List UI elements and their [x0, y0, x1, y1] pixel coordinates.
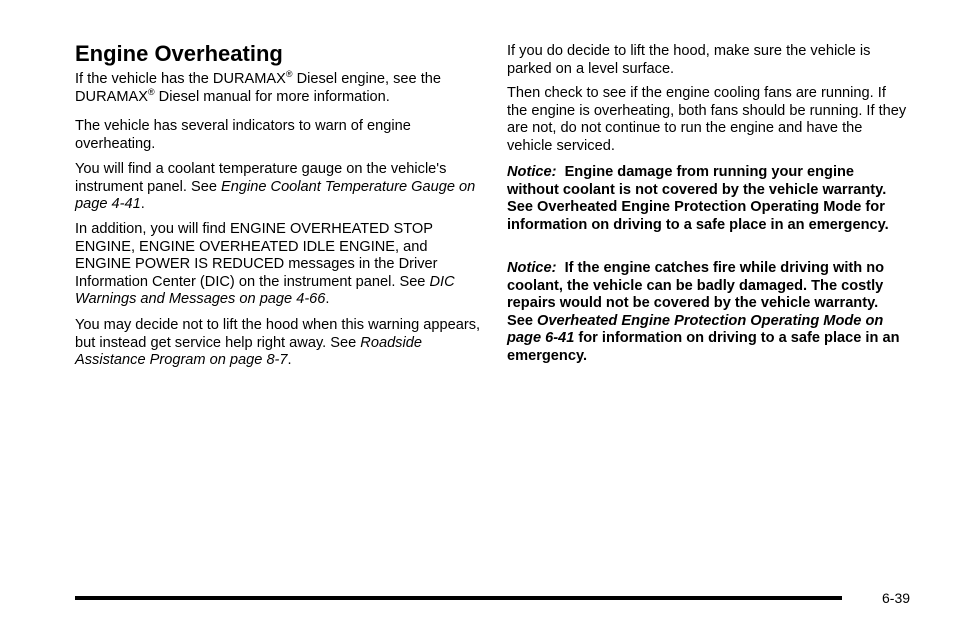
roadside-link[interactable]: Roadside Assistance Program on page 8‑7 [75, 334, 422, 369]
duramax-text-1: If the vehicle has the DURAMAX [75, 71, 286, 87]
coolant-gauge-link[interactable]: Engine Coolant Temperature Gauge on page 4‑41 [75, 178, 476, 213]
cooling-fans-paragraph: Then check to see if the engine cooling fans are running. If the engine is overheating, both fans should be running. If they are not, do not continue to run the engine and have the vehicle serviced. [507, 85, 907, 154]
notice-label: Notice: [507, 164, 557, 180]
page-number: 6-39 [882, 590, 911, 606]
roadside-text: You may decide not to lift the hood when this warning appears, but instead get service help right away. See [75, 317, 481, 351]
roadside-end: . [287, 352, 292, 369]
duramax-text-3: Diesel manual for more information. [154, 88, 390, 105]
notice-coolant-damage [507, 164, 907, 234]
footer-rule [75, 596, 842, 600]
notice-fire-text: If the engine catches fire while driving with no coolant, the vehicle can be badly damaged. The costly repairs would not be covered by the vehicle warranty. See [507, 260, 885, 329]
duramax-paragraph [75, 71, 485, 106]
lift-hood-paragraph: If you do decide to lift the hood, make sure the vehicle is parked on a level surface. [507, 43, 871, 77]
dic-messages-link[interactable]: DIC Warnings and Messages on page 4‑66 [75, 273, 455, 308]
coolant-gauge-text: You will find a coolant temperature gauge on the vehicle's instrument panel. See [75, 161, 447, 195]
coolant-gauge-paragraph [75, 161, 485, 214]
section-heading: Engine Overheating [75, 41, 283, 66]
registered-mark: ® [285, 69, 293, 79]
indicators-paragraph: The vehicle has several indicators to warn of engine overheating. [75, 118, 411, 152]
notice-label: Notice: [507, 260, 557, 276]
notice-engine-fire [507, 260, 907, 366]
roadside-paragraph [75, 317, 485, 370]
dic-messages-text: In addition, you will find ENGINE OVERHEATED STOP ENGINE, ENGINE OVERHEATED IDLE ENGINE, and ENGINE POWER IS REDUCED messages in the Driver Information Center (DIC) on the instrument panel. See [75, 221, 438, 290]
notice-fire-end: for information on driving to a safe place in an emergency. [507, 330, 900, 364]
overheated-protection-link[interactable]: Overheated Engine Protection Operating Mode on page 6‑41 [507, 312, 884, 347]
dic-messages-end: . [325, 291, 330, 308]
notice-text: Engine damage from running your engine without coolant is not covered by the vehicle warranty. See Overheated Engine Protection Operating Mode for information on driving to a safe place in an emergency. [507, 164, 889, 233]
dic-messages-paragraph [75, 221, 485, 309]
registered-mark: ® [147, 86, 155, 97]
duramax-text-2: Diesel engine, see the DURAMAX [75, 71, 441, 105]
coolant-gauge-end: . [140, 196, 145, 213]
